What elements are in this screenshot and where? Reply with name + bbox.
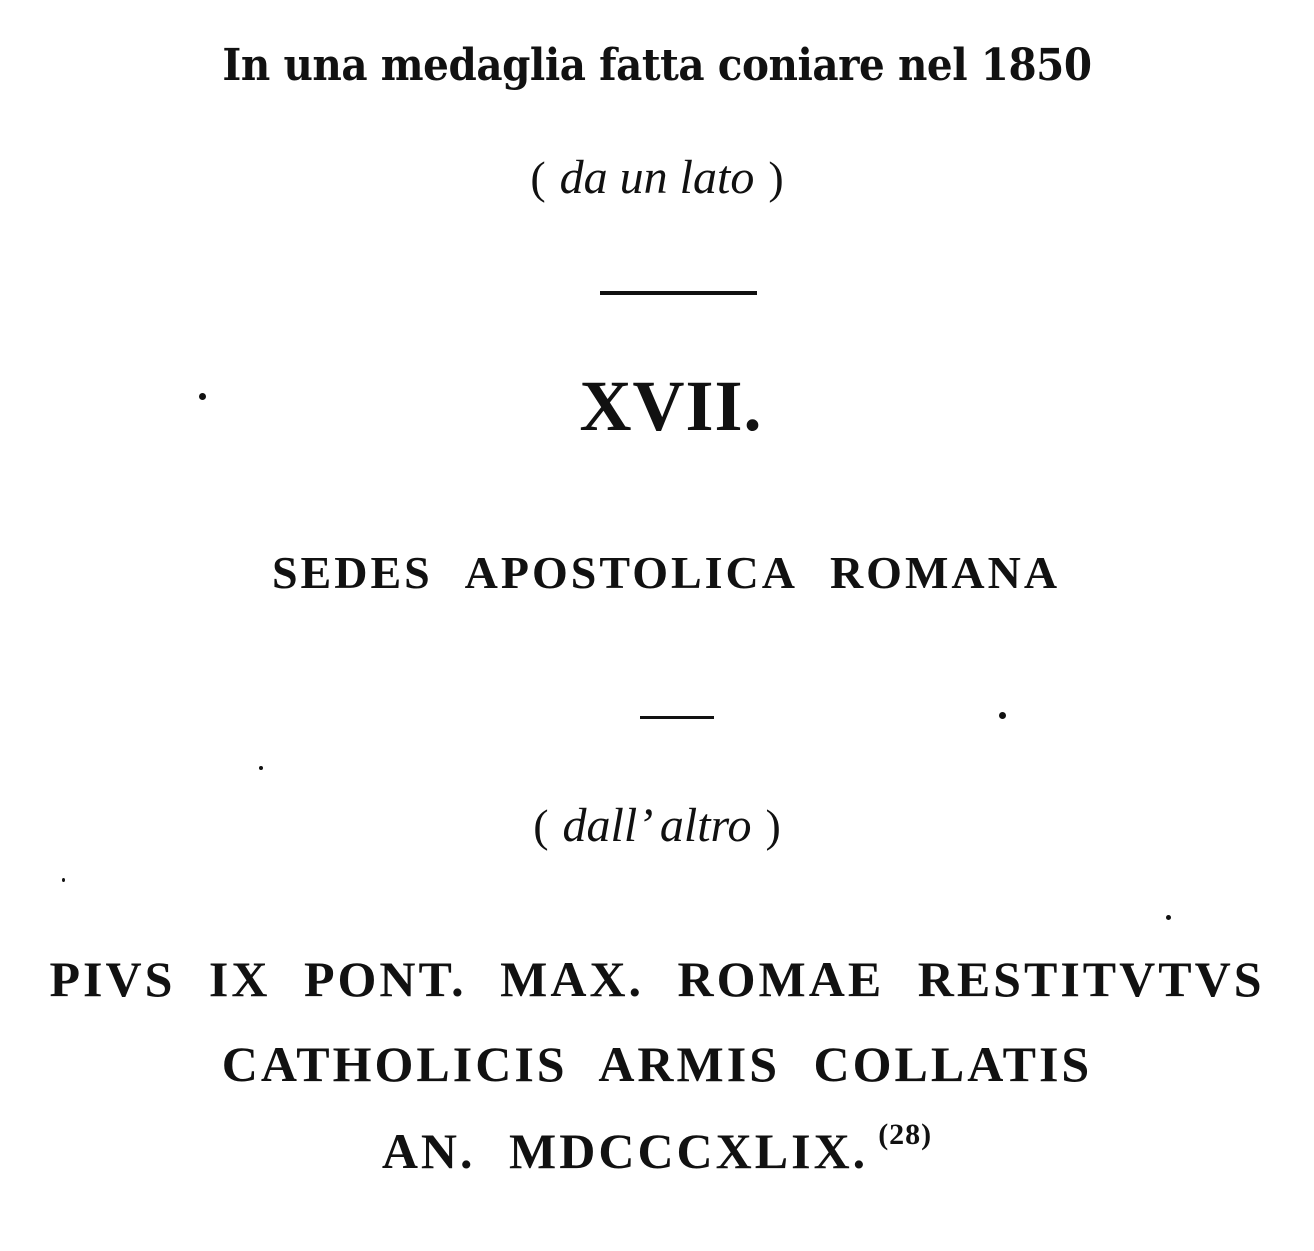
- divider-rule: [600, 291, 757, 295]
- close-paren: ): [765, 800, 781, 851]
- side-one-caption: [0, 150, 1314, 205]
- page-heading: In una medaglia fatta coniare nel 1850: [222, 40, 1092, 91]
- section-numeral: XVII.: [579, 366, 763, 446]
- side-one-label: da un lato: [559, 151, 755, 204]
- print-speck: [199, 393, 206, 400]
- open-paren: (: [533, 800, 549, 851]
- print-speck: [259, 766, 263, 770]
- footnote-reference: (28): [878, 1118, 933, 1151]
- reverse-legend-line-2: CATHOLICIS ARMIS COLLATIS: [221, 1036, 1093, 1092]
- reverse-legend-line-1: PIVS IX PONT. MAX. ROMAE RESTITVTVS: [49, 951, 1265, 1007]
- divider-rule-short: [640, 716, 714, 719]
- reverse-legend-line-3: [0, 1118, 1314, 1180]
- reverse-legend-date: AN. MDCCCXLIX.: [381, 1123, 869, 1179]
- print-speck: [999, 712, 1006, 719]
- print-speck: [1166, 915, 1171, 920]
- close-paren: ): [768, 152, 784, 203]
- obverse-legend: SEDES APOSTOLICA ROMANA: [271, 547, 1061, 598]
- print-speck: [62, 878, 65, 882]
- side-two-label: dall’ altro: [562, 799, 752, 852]
- open-paren: (: [530, 152, 546, 203]
- side-two-caption: [0, 798, 1314, 853]
